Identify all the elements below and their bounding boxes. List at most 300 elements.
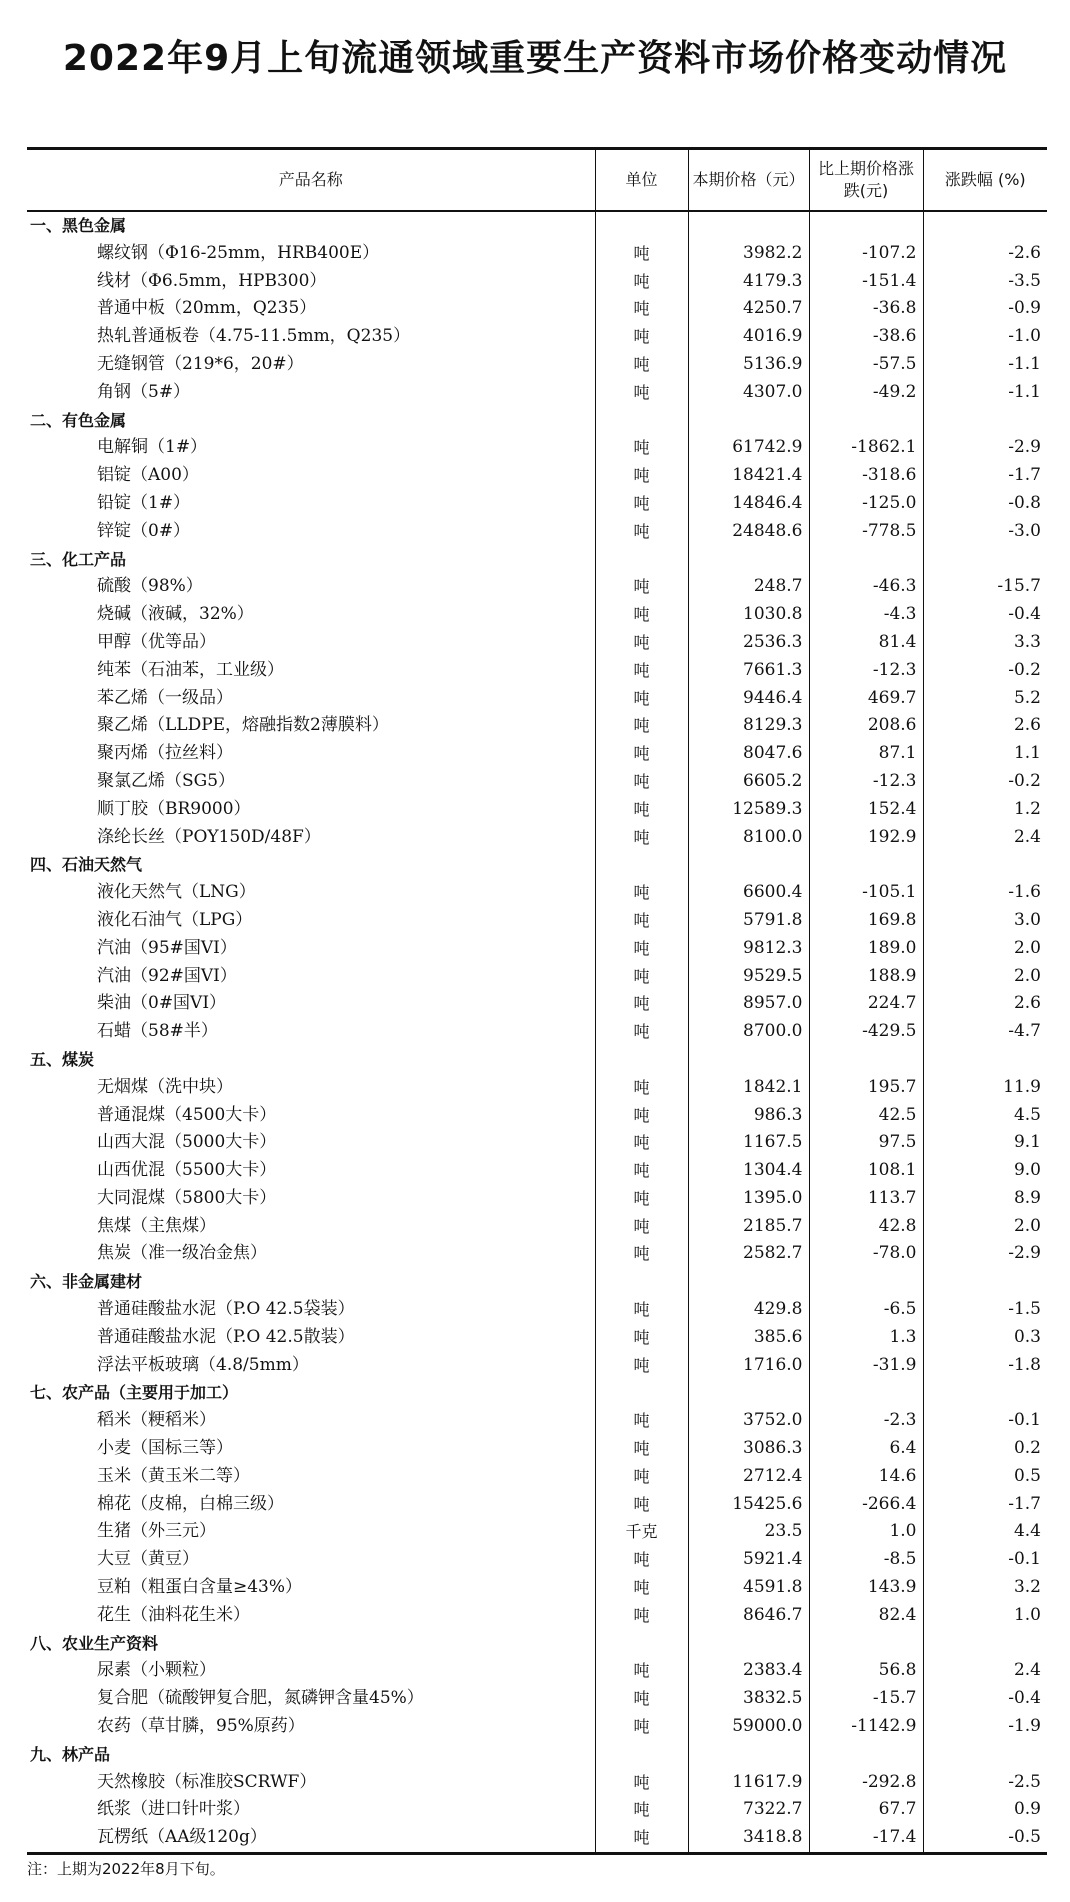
table-row <box>27 1102 1047 1130</box>
product-name: 汽油（95#国VI） <box>27 935 595 963</box>
table-row <box>27 1574 1047 1602</box>
change-cell: 6.4 <box>809 1435 923 1463</box>
price-cell: 3832.5 <box>688 1685 809 1713</box>
category-row <box>27 1268 1047 1296</box>
percent-cell: 2.4 <box>1013 1660 1041 1681</box>
price-cell: 5921.4 <box>688 1546 809 1574</box>
change-cell: 224.7 <box>809 990 923 1018</box>
category-row <box>27 851 1047 879</box>
price-cell: 3086.3 <box>688 1435 809 1463</box>
unit-cell: 吨 <box>595 1463 688 1491</box>
change-cell: -17.4 <box>809 1824 923 1853</box>
percent-cell: 8.9 <box>1013 1187 1041 1208</box>
change-cell: -36.8 <box>809 295 923 323</box>
table-row <box>27 990 1047 1018</box>
table-row <box>27 518 1047 546</box>
unit-cell: 吨 <box>595 1296 688 1324</box>
unit-cell: 吨 <box>595 1157 688 1185</box>
change-cell: 42.5 <box>809 1102 923 1130</box>
unit-cell: 吨 <box>595 1018 688 1046</box>
product-name: 纯苯（石油苯，工业级） <box>27 657 595 685</box>
unit-cell: 吨 <box>595 573 688 601</box>
percent-cell: 0.2 <box>1013 1438 1041 1459</box>
empty-cell <box>688 211 809 240</box>
unit-cell: 吨 <box>595 1546 688 1574</box>
unit-cell: 吨 <box>595 1491 688 1519</box>
price-cell: 6600.4 <box>688 879 809 907</box>
percent-cell: 4.5 <box>1013 1104 1041 1125</box>
change-cell: 67.7 <box>809 1796 923 1824</box>
product-name: 聚丙烯（拉丝料） <box>27 740 595 768</box>
product-name: 焦煤（主焦煤） <box>27 1213 595 1241</box>
price-cell: 2185.7 <box>688 1213 809 1241</box>
category-row <box>27 1379 1047 1407</box>
empty-cell <box>595 1379 688 1407</box>
product-name: 大同混煤（5800大卡） <box>27 1185 595 1213</box>
product-name: 稻米（粳稻米） <box>27 1407 595 1435</box>
product-name: 顺丁胶（BR9000） <box>27 796 595 824</box>
empty-cell <box>809 1046 923 1074</box>
table-row <box>27 629 1047 657</box>
unit-cell: 吨 <box>595 462 688 490</box>
table-row <box>27 1824 1047 1853</box>
unit-cell: 吨 <box>595 1657 688 1685</box>
change-cell: 143.9 <box>809 1574 923 1602</box>
unit-cell: 吨 <box>595 1240 688 1268</box>
percent-cell: -2.9 <box>1008 1243 1041 1264</box>
table-row <box>27 1769 1047 1797</box>
percent-cell: -0.4 <box>1008 604 1041 625</box>
price-cell: 1395.0 <box>688 1185 809 1213</box>
price-cell: 8957.0 <box>688 990 809 1018</box>
product-name: 豆粕（粗蛋白含量≥43%） <box>27 1574 595 1602</box>
change-cell: -46.3 <box>809 573 923 601</box>
product-name: 铝锭（A00） <box>27 462 595 490</box>
table-row <box>27 907 1047 935</box>
unit-cell: 吨 <box>595 712 688 740</box>
unit-cell: 吨 <box>595 240 688 268</box>
price-cell: 9812.3 <box>688 935 809 963</box>
table-row <box>27 295 1047 323</box>
change-cell: 169.8 <box>809 907 923 935</box>
percent-cell: -2.9 <box>1008 437 1041 458</box>
table-row <box>27 1713 1047 1741</box>
empty-cell <box>809 1268 923 1296</box>
change-cell: 56.8 <box>809 1657 923 1685</box>
unit-cell: 吨 <box>595 1324 688 1352</box>
percent-cell: -1.1 <box>1008 381 1041 402</box>
change-cell: -15.7 <box>809 1685 923 1713</box>
product-name: 角钢（5#） <box>27 379 595 407</box>
table-row <box>27 1435 1047 1463</box>
category-row <box>27 211 1047 240</box>
empty-cell <box>595 407 688 435</box>
unit-cell: 吨 <box>595 879 688 907</box>
product-name: 棉花（皮棉，白棉三级） <box>27 1491 595 1519</box>
unit-cell: 吨 <box>595 434 688 462</box>
product-name: 焦炭（准一级冶金焦） <box>27 1240 595 1268</box>
percent-cell: -0.2 <box>1008 659 1041 680</box>
table-row <box>27 1546 1047 1574</box>
unit-cell: 吨 <box>595 1074 688 1102</box>
change-cell: -57.5 <box>809 351 923 379</box>
empty-cell <box>595 851 688 879</box>
unit-cell: 吨 <box>595 518 688 546</box>
change-cell: -2.3 <box>809 1407 923 1435</box>
product-name: 浮法平板玻璃（4.8/5mm） <box>27 1352 595 1380</box>
empty-cell <box>688 1741 809 1769</box>
product-name: 螺纹钢（Φ16-25mm，HRB400E） <box>27 240 595 268</box>
product-name: 锌锭（0#） <box>27 518 595 546</box>
change-cell: -266.4 <box>809 1491 923 1519</box>
category-name: 九、林产品 <box>27 1741 595 1769</box>
price-cell: 2383.4 <box>688 1657 809 1685</box>
percent-cell: 3.2 <box>1013 1577 1041 1598</box>
unit-cell: 吨 <box>595 935 688 963</box>
change-cell: 42.8 <box>809 1213 923 1241</box>
table-row <box>27 796 1047 824</box>
price-cell: 9446.4 <box>688 685 809 713</box>
price-cell: 8047.6 <box>688 740 809 768</box>
table-row <box>27 1129 1047 1157</box>
product-name: 普通混煤（4500大卡） <box>27 1102 595 1130</box>
price-cell: 4307.0 <box>688 379 809 407</box>
table-row <box>27 1685 1047 1713</box>
category-name: 三、化工产品 <box>27 546 595 574</box>
unit-cell: 吨 <box>595 1685 688 1713</box>
price-cell: 2536.3 <box>688 629 809 657</box>
product-name: 铅锭（1#） <box>27 490 595 518</box>
empty-cell <box>809 851 923 879</box>
empty-cell <box>809 407 923 435</box>
price-cell: 4591.8 <box>688 1574 809 1602</box>
empty-cell <box>595 546 688 574</box>
category-row <box>27 1741 1047 1769</box>
empty-cell <box>923 211 1047 240</box>
category-row <box>27 407 1047 435</box>
change-cell: -1142.9 <box>809 1713 923 1741</box>
change-cell: -318.6 <box>809 462 923 490</box>
percent-cell: 4.4 <box>1013 1521 1041 1542</box>
price-table <box>27 147 1047 1855</box>
empty-cell <box>688 851 809 879</box>
price-cell: 4250.7 <box>688 295 809 323</box>
product-name: 普通中板（20mm，Q235） <box>27 295 595 323</box>
percent-cell: -2.5 <box>1008 1771 1041 1792</box>
change-cell: -49.2 <box>809 379 923 407</box>
category-name: 八、农业生产资料 <box>27 1630 595 1658</box>
table-row <box>27 1213 1047 1241</box>
table-row <box>27 1324 1047 1352</box>
product-name: 瓦楞纸（AA级120g） <box>27 1824 595 1853</box>
unit-cell: 吨 <box>595 824 688 852</box>
table-row <box>27 323 1047 351</box>
percent-cell: 2.0 <box>1013 1215 1041 1236</box>
product-name: 硫酸（98%） <box>27 573 595 601</box>
change-cell: 87.1 <box>809 740 923 768</box>
table-row <box>27 768 1047 796</box>
product-name: 柴油（0#国VI） <box>27 990 595 1018</box>
change-cell: -12.3 <box>809 657 923 685</box>
product-name: 甲醇（优等品） <box>27 629 595 657</box>
table-row <box>27 1657 1047 1685</box>
price-cell: 1030.8 <box>688 601 809 629</box>
product-name: 纸浆（进口针叶浆） <box>27 1796 595 1824</box>
change-cell: -107.2 <box>809 240 923 268</box>
category-row <box>27 1046 1047 1074</box>
product-name: 普通硅酸盐水泥（P.O 42.5散装） <box>27 1324 595 1352</box>
unit-cell: 吨 <box>595 351 688 379</box>
unit-cell: 吨 <box>595 295 688 323</box>
empty-cell <box>809 211 923 240</box>
table-row <box>27 935 1047 963</box>
category-name: 五、煤炭 <box>27 1046 595 1074</box>
percent-cell: 2.0 <box>1013 937 1041 958</box>
empty-cell <box>688 1630 809 1658</box>
change-cell: -778.5 <box>809 518 923 546</box>
product-name: 线材（Φ6.5mm，HPB300） <box>27 268 595 296</box>
price-cell: 14846.4 <box>688 490 809 518</box>
percent-cell: 1.0 <box>1013 1604 1041 1625</box>
percent-cell: 0.3 <box>1013 1326 1041 1347</box>
change-cell: 192.9 <box>809 824 923 852</box>
empty-cell <box>595 211 688 240</box>
empty-cell <box>809 1630 923 1658</box>
change-cell: -429.5 <box>809 1018 923 1046</box>
percent-cell: 9.0 <box>1013 1160 1041 1181</box>
table-row <box>27 657 1047 685</box>
change-cell: 97.5 <box>809 1129 923 1157</box>
price-cell: 8700.0 <box>688 1018 809 1046</box>
price-cell: 3418.8 <box>688 1824 809 1853</box>
percent-cell: 5.2 <box>1013 687 1041 708</box>
percent-cell: -1.0 <box>1008 326 1041 347</box>
percent-cell: -1.5 <box>1008 1299 1041 1320</box>
table-row <box>27 963 1047 991</box>
table-row <box>27 1602 1047 1630</box>
product-name: 玉米（黄玉米二等） <box>27 1463 595 1491</box>
empty-cell <box>923 1630 1047 1658</box>
empty-cell <box>595 1268 688 1296</box>
empty-cell <box>688 407 809 435</box>
product-name: 液化石油气（LPG） <box>27 907 595 935</box>
product-name: 无烟煤（洗中块） <box>27 1074 595 1102</box>
change-cell: -125.0 <box>809 490 923 518</box>
table-row <box>27 740 1047 768</box>
percent-cell: -1.8 <box>1008 1354 1041 1375</box>
percent-cell: -3.5 <box>1008 270 1041 291</box>
percent-cell: -1.7 <box>1008 465 1041 486</box>
percent-cell: 1.2 <box>1013 798 1041 819</box>
percent-cell: 0.9 <box>1013 1799 1041 1820</box>
header-current-price: 本期价格（元） <box>688 149 809 212</box>
percent-cell: -2.6 <box>1008 242 1041 263</box>
percent-cell: -1.6 <box>1008 882 1041 903</box>
price-cell: 12589.3 <box>688 796 809 824</box>
empty-cell <box>923 546 1047 574</box>
product-name: 聚乙烯（LLDPE，熔融指数2薄膜料） <box>27 712 595 740</box>
percent-cell: -1.9 <box>1008 1716 1041 1737</box>
change-cell: 81.4 <box>809 629 923 657</box>
table-row <box>27 1185 1047 1213</box>
product-name: 电解铜（1#） <box>27 434 595 462</box>
price-cell: 59000.0 <box>688 1713 809 1741</box>
price-cell: 4179.3 <box>688 268 809 296</box>
category-name: 七、农产品（主要用于加工） <box>27 1379 595 1407</box>
table-row <box>27 712 1047 740</box>
table-row <box>27 601 1047 629</box>
unit-cell: 吨 <box>595 490 688 518</box>
unit-cell: 吨 <box>595 1213 688 1241</box>
change-cell: -1862.1 <box>809 434 923 462</box>
price-cell: 1716.0 <box>688 1352 809 1380</box>
table-row <box>27 1796 1047 1824</box>
table-row <box>27 1463 1047 1491</box>
unit-cell: 吨 <box>595 907 688 935</box>
change-cell: 108.1 <box>809 1157 923 1185</box>
product-name: 苯乙烯（一级品） <box>27 685 595 713</box>
percent-cell: 1.1 <box>1013 743 1041 764</box>
change-cell: 14.6 <box>809 1463 923 1491</box>
unit-cell: 吨 <box>595 1129 688 1157</box>
percent-cell: -0.5 <box>1008 1827 1041 1848</box>
price-cell: 5136.9 <box>688 351 809 379</box>
price-cell: 7661.3 <box>688 657 809 685</box>
percent-cell: 2.0 <box>1013 965 1041 986</box>
category-name: 四、石油天然气 <box>27 851 595 879</box>
percent-cell: 3.0 <box>1013 909 1041 930</box>
product-name: 农药（草甘膦，95%原药） <box>27 1713 595 1741</box>
price-cell: 24848.6 <box>688 518 809 546</box>
empty-cell <box>595 1046 688 1074</box>
table-body <box>27 211 1047 1854</box>
table-row <box>27 1296 1047 1324</box>
category-row <box>27 1630 1047 1658</box>
percent-cell: 9.1 <box>1013 1132 1041 1153</box>
footnote: 注：上期为2022年8月下旬。 <box>27 1860 225 1878</box>
empty-cell <box>923 851 1047 879</box>
percent-cell: -4.7 <box>1008 1021 1041 1042</box>
percent-cell: -0.1 <box>1008 1549 1041 1570</box>
price-cell: 986.3 <box>688 1102 809 1130</box>
product-name: 生猪（外三元） <box>27 1518 595 1546</box>
empty-cell <box>923 1268 1047 1296</box>
unit-cell: 吨 <box>595 963 688 991</box>
product-name: 花生（油料花生米） <box>27 1602 595 1630</box>
category-name: 一、黑色金属 <box>27 211 595 240</box>
unit-cell: 吨 <box>595 629 688 657</box>
table-row <box>27 1352 1047 1380</box>
header-unit: 单位 <box>595 149 688 212</box>
unit-cell: 吨 <box>595 1796 688 1824</box>
table-row <box>27 462 1047 490</box>
change-cell: -105.1 <box>809 879 923 907</box>
unit-cell: 吨 <box>595 1769 688 1797</box>
table-row <box>27 1407 1047 1435</box>
change-cell: 1.0 <box>809 1518 923 1546</box>
price-cell: 385.6 <box>688 1324 809 1352</box>
price-cell: 2582.7 <box>688 1240 809 1268</box>
empty-cell <box>595 1630 688 1658</box>
table-row <box>27 1491 1047 1519</box>
product-name: 普通硅酸盐水泥（P.O 42.5袋装） <box>27 1296 595 1324</box>
unit-cell: 吨 <box>595 796 688 824</box>
category-row <box>27 546 1047 574</box>
empty-cell <box>923 1379 1047 1407</box>
price-cell: 4016.9 <box>688 323 809 351</box>
unit-cell: 吨 <box>595 685 688 713</box>
price-cell: 8100.0 <box>688 824 809 852</box>
change-cell: -38.6 <box>809 323 923 351</box>
product-name: 涤纶长丝（POY150D/48F） <box>27 824 595 852</box>
change-cell: -151.4 <box>809 268 923 296</box>
table-row <box>27 824 1047 852</box>
unit-cell: 吨 <box>595 740 688 768</box>
change-cell: 469.7 <box>809 685 923 713</box>
product-name: 山西优混（5500大卡） <box>27 1157 595 1185</box>
empty-cell <box>688 1379 809 1407</box>
empty-cell <box>688 546 809 574</box>
percent-cell: 11.9 <box>1003 1076 1041 1097</box>
change-cell: -12.3 <box>809 768 923 796</box>
change-cell: 152.4 <box>809 796 923 824</box>
percent-cell: 2.6 <box>1013 993 1041 1014</box>
change-cell: 195.7 <box>809 1074 923 1102</box>
category-name: 六、非金属建材 <box>27 1268 595 1296</box>
product-name: 汽油（92#国VI） <box>27 963 595 991</box>
percent-cell: -0.1 <box>1008 1410 1041 1431</box>
empty-cell <box>923 1046 1047 1074</box>
product-name: 热轧普通板卷（4.75-11.5mm，Q235） <box>27 323 595 351</box>
empty-cell <box>809 1379 923 1407</box>
price-cell: 1304.4 <box>688 1157 809 1185</box>
change-cell: 188.9 <box>809 963 923 991</box>
product-name: 石蜡（58#半） <box>27 1018 595 1046</box>
table-header <box>27 149 1047 212</box>
unit-cell: 吨 <box>595 990 688 1018</box>
table-row <box>27 240 1047 268</box>
header-product-name: 产品名称 <box>27 149 595 212</box>
unit-cell: 吨 <box>595 268 688 296</box>
product-name: 烧碱（液碱，32%） <box>27 601 595 629</box>
table-row <box>27 573 1047 601</box>
table-row <box>27 879 1047 907</box>
table-row <box>27 1018 1047 1046</box>
empty-cell <box>923 1741 1047 1769</box>
product-name: 小麦（国标三等） <box>27 1435 595 1463</box>
empty-cell <box>923 407 1047 435</box>
change-cell: -8.5 <box>809 1546 923 1574</box>
percent-cell: -1.7 <box>1008 1493 1041 1514</box>
unit-cell: 吨 <box>595 1435 688 1463</box>
unit-cell: 吨 <box>595 1102 688 1130</box>
change-cell: -292.8 <box>809 1769 923 1797</box>
unit-cell: 吨 <box>595 1352 688 1380</box>
unit-cell: 吨 <box>595 1407 688 1435</box>
change-cell: -78.0 <box>809 1240 923 1268</box>
unit-cell: 吨 <box>595 1713 688 1741</box>
percent-cell: -3.0 <box>1008 520 1041 541</box>
product-name: 大豆（黄豆） <box>27 1546 595 1574</box>
category-name: 二、有色金属 <box>27 407 595 435</box>
header-change-percent: 涨跌幅 (%) <box>923 149 1047 212</box>
change-cell: -31.9 <box>809 1352 923 1380</box>
price-cell: 7322.7 <box>688 1796 809 1824</box>
table-row <box>27 1518 1047 1546</box>
price-cell: 3752.0 <box>688 1407 809 1435</box>
percent-cell: -0.8 <box>1008 492 1041 513</box>
unit-cell: 吨 <box>595 768 688 796</box>
